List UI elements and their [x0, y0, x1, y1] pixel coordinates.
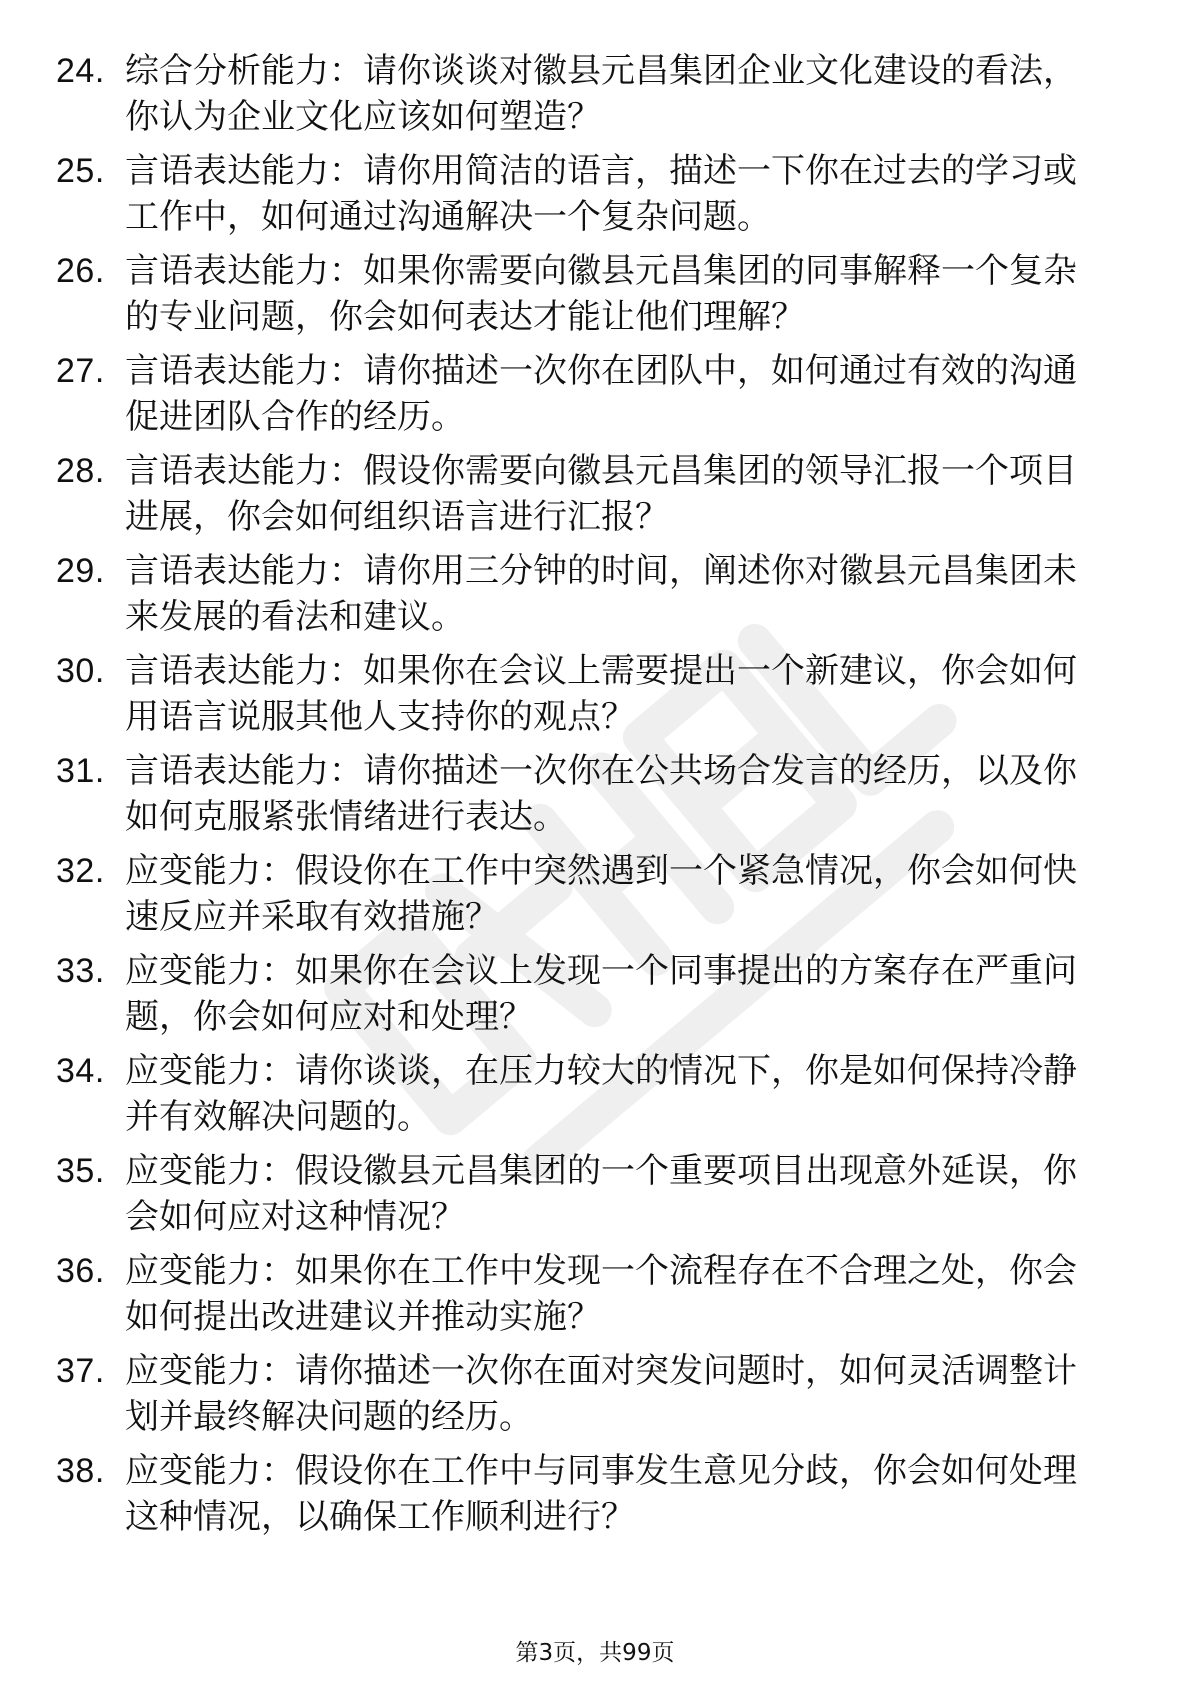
question-number: 24. [56, 52, 105, 90]
question-item [0, 1448, 1190, 1548]
question-text: 言语表达能力：请你用简洁的语言，描述一下你在过去的学习或工作中，如何通过沟通解决一个复杂问题。 [125, 151, 1077, 237]
question-text: 应变能力：假设你在工作中突然遇到一个紧急情况，你会如何快速反应并采取有效措施？ [125, 851, 1077, 937]
question-number: 37. [56, 1352, 105, 1390]
question-number: 33. [56, 952, 105, 990]
question-number: 31. [56, 752, 105, 790]
question-item [0, 348, 1190, 448]
question-number: 34. [56, 1052, 105, 1090]
question-item [0, 748, 1190, 848]
question-text: 应变能力：假设徽县元昌集团的一个重要项目出现意外延误，你会如何应对这种情况？ [125, 1151, 1077, 1237]
question-text: 言语表达能力：假设你需要向徽县元昌集团的领导汇报一个项目进展，你会如何组织语言进行汇报？ [125, 451, 1077, 537]
question-number: 30. [56, 652, 105, 690]
question-text: 言语表达能力：请你描述一次你在公共场合发言的经历，以及你如何克服紧张情绪进行表达。 [125, 751, 1077, 837]
question-text: 综合分析能力：请你谈谈对徽县元昌集团企业文化建设的看法，你认为企业文化应该如何塑造？ [125, 51, 1077, 137]
question-item [0, 1248, 1190, 1348]
question-item [0, 48, 1190, 148]
question-text: 应变能力：请你谈谈，在压力较大的情况下，你是如何保持冷静并有效解决问题的。 [125, 1051, 1077, 1137]
page-footer [0, 1634, 1190, 1667]
question-item [0, 848, 1190, 948]
question-number: 38. [56, 1452, 105, 1490]
question-text: 言语表达能力：如果你需要向徽县元昌集团的同事解释一个复杂的专业问题，你会如何表达才能让他们理解？ [125, 251, 1077, 337]
question-item [0, 1048, 1190, 1148]
question-item [0, 648, 1190, 748]
question-list [0, 48, 1190, 1548]
question-number: 29. [56, 552, 105, 590]
page-number-label: 第3页，共99页 [515, 1640, 675, 1666]
question-text: 言语表达能力：如果你在会议上需要提出一个新建议，你会如何用语言说服其他人支持你的观点？ [125, 651, 1077, 737]
question-item [0, 548, 1190, 648]
question-item [0, 248, 1190, 348]
question-number: 26. [56, 252, 105, 290]
question-number: 36. [56, 1252, 105, 1290]
question-number: 27. [56, 352, 105, 390]
question-text: 言语表达能力：请你描述一次你在团队中，如何通过有效的沟通促进团队合作的经历。 [125, 351, 1077, 437]
question-item [0, 1148, 1190, 1248]
question-item [0, 148, 1190, 248]
question-item [0, 448, 1190, 548]
question-text: 应变能力：如果你在会议上发现一个同事提出的方案存在严重问题，你会如何应对和处理？ [125, 951, 1077, 1037]
question-number: 35. [56, 1152, 105, 1190]
question-item [0, 948, 1190, 1048]
question-text: 言语表达能力：请你用三分钟的时间，阐述你对徽县元昌集团未来发展的看法和建议。 [125, 551, 1077, 637]
question-text: 应变能力：假设你在工作中与同事发生意见分歧，你会如何处理这种情况，以确保工作顺利进行？ [125, 1451, 1077, 1537]
question-text: 应变能力：请你描述一次你在面对突发问题时，如何灵活调整计划并最终解决问题的经历。 [125, 1351, 1077, 1437]
question-number: 25. [56, 152, 105, 190]
question-number: 32. [56, 852, 105, 890]
question-text: 应变能力：如果你在工作中发现一个流程存在不合理之处，你会如何提出改进建议并推动实施？ [125, 1251, 1077, 1337]
question-item [0, 1348, 1190, 1448]
question-number: 28. [56, 452, 105, 490]
